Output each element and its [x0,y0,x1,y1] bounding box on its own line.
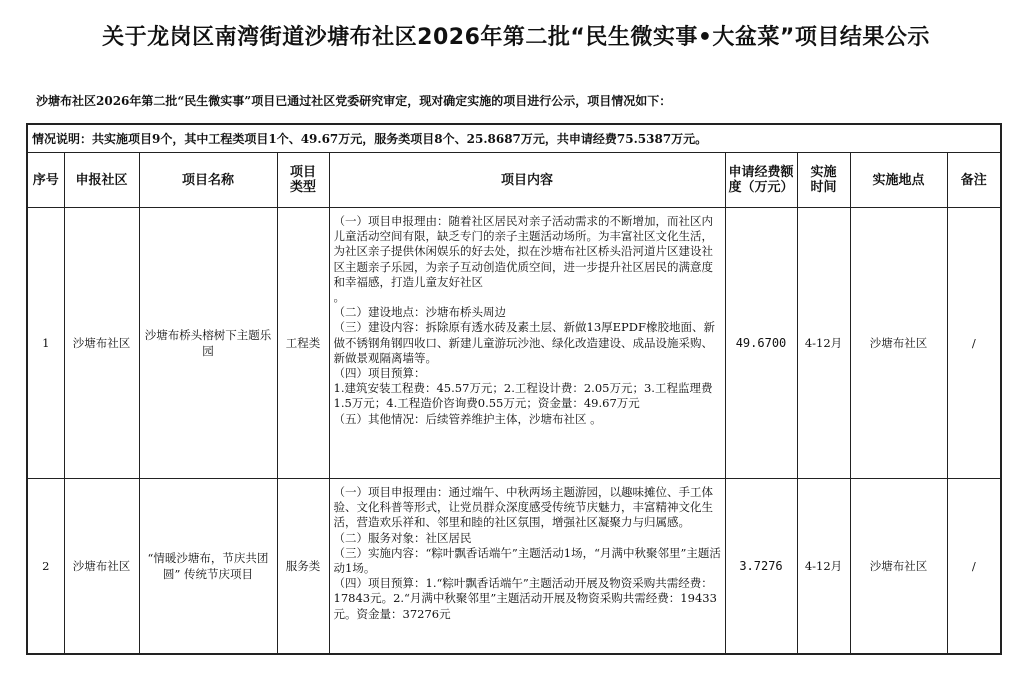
row-amount: 3.7276 [725,479,797,655]
row-type: 服务类 [277,479,329,655]
header-location: 实施地点 [850,153,947,208]
header-name: 项目名称 [139,153,277,208]
content-line: 1.建筑安装工程费：45.57万元；2.工程设计费：2.05万元；3.工程监理费1.5万元；4.工程造价咨询费0.55万元；资金量：49.67万元 [333,381,713,411]
row-amount: 49.6700 [725,208,797,479]
row-content [329,208,725,479]
row-community: 沙塘布社区 [64,208,139,479]
header-type: 项目类型 [277,153,329,208]
content-line: （二）建设地点：沙塘布桥头周边 [333,305,506,320]
header-row [27,153,1001,208]
content-line: （四）项目预算： [333,366,426,381]
content-line: （一）项目申报理由：通过端午、中秋两场主题游园，以趣味摊位、手工体验、文化科普等形式，让党员群众深度感受传统节庆魅力，丰富精神文化生活，营造欢乐祥和、邻里和睦的社区氛围，增强社区凝聚力与归属感。 [333,485,713,530]
row-project-name: 沙塘布桥头榕树下主题乐园 [139,208,277,479]
content-line: 。 [333,290,345,305]
page-title: 关于龙岗区南湾街道沙塘布社区2026年第二批“民生微实事•大盆菜”项目结果公示 [102,25,930,50]
intro-text: 沙塘布社区2026年第二批“民生微实事”项目已通过社区党委研究审定，现对确定实施的项目进行公示，项目情况如下： [36,94,672,108]
content-line: （一）项目申报理由：随着社区居民对亲子活动需求的不断增加，而社区内儿童活动空间有限，缺乏专门的亲子主题活动场所。为丰富社区文化生活，为社区亲子提供休闲娱乐的好去处，拟在沙塘布社区桥头沿河道片区建设社区主题亲子乐园，为亲子互动创造优质空间，进一步提升社区居民的满意度和幸福感，打造儿童友好社区 [333,214,713,289]
header-period: 实施时间 [797,153,850,208]
header-note: 备注 [947,153,1001,208]
row-location: 沙塘布社区 [850,208,947,479]
header-amount: 申请经费额度（万元） [725,153,797,208]
row-no: 2 [27,479,64,655]
row-note: / [947,208,1001,479]
header-no: 序号 [27,153,64,208]
row-community: 沙塘布社区 [64,479,139,655]
row-no: 1 [27,208,64,479]
project-table [26,123,1002,655]
content-line: （三）建设内容：拆除原有透水砖及素土层、新做13厚EPDF橡胶地面、新做不锈钢角钢四收口、新建儿童游玩沙池、绿化改造建设、成品设施采购、新做景观隔离墙等。 [333,320,715,365]
table-row [27,208,1001,479]
content-line: （三）实施内容：“粽叶飘香话端午”主题活动1场，“月满中秋聚邻里”主题活动1场。 [333,545,721,576]
row-period: 4-12月 [797,208,850,479]
table-row [27,479,1001,655]
row-note: / [947,479,1001,655]
row-period: 4-12月 [797,479,850,655]
content-line: （五）其他情况：后续管养维护主体，沙塘布社区 。 [333,411,602,426]
summary-text: 情况说明：共实施项目9个，其中工程类项目1个、49.67万元，服务类项目8个、25.8687万元，共申请经费75.5387万元。 [27,124,1001,153]
summary-row [27,124,1001,153]
header-content: 项目内容 [329,153,725,208]
header-community: 申报社区 [64,153,139,208]
row-content [329,479,725,655]
content-line: （四）项目预算：1.“粽叶飘香话端午”主题活动开展及物资采购共需经费：17843元。2.“月满中秋聚邻里”主题活动开展及物资采购共需经费：19433元。资金量：37276元 [333,576,717,621]
row-project-name: “情暖沙塘布，节庆共团圆” 传统节庆项目 [139,479,277,655]
row-type: 工程类 [277,208,329,479]
row-location: 沙塘布社区 [850,479,947,655]
content-line: （二）服务对象：社区居民 [333,530,472,545]
